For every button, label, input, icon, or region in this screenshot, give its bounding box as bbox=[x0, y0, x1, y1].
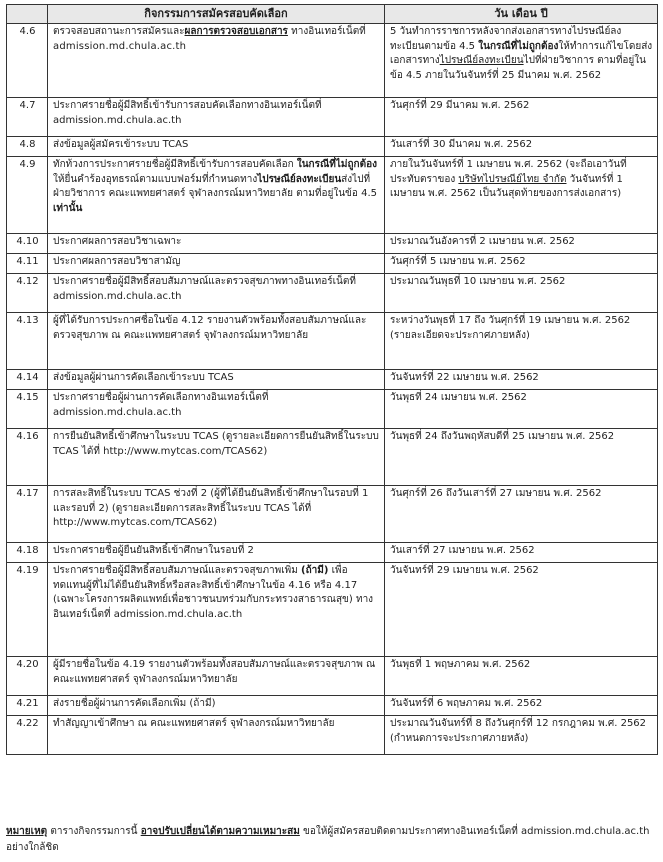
row-date: วันพุธที่ 24 เมษายน พ.ศ. 2562 bbox=[385, 390, 658, 429]
row-number: 4.16 bbox=[7, 429, 48, 486]
table-row bbox=[7, 313, 658, 370]
row-number: 4.22 bbox=[7, 716, 48, 755]
table-row bbox=[7, 98, 658, 137]
table-row bbox=[7, 234, 658, 254]
table-header-row bbox=[7, 5, 658, 24]
row-number: 4.7 bbox=[7, 98, 48, 137]
row-number: 4.20 bbox=[7, 657, 48, 696]
table-row bbox=[7, 274, 658, 313]
table-row bbox=[7, 254, 658, 274]
row-activity: ผู้มีรายชื่อในข้อ 4.19 รายงานตัวพร้อมทั้งสอบสัมภาษณ์และตรวจสุขภาพ ณ คณะแพทยศาสตร์ จุฬาลงกรณ์มหาวิทยาลัย bbox=[48, 657, 385, 696]
row-activity: ตรวจสอบสถานะการสมัครและผลการตรวจสอบเอกสาร ทางอินเทอร์เน็ตที่ admission.md.chula.ac.th bbox=[48, 24, 385, 98]
row-activity: ประกาศรายชื่อผู้ผ่านการคัดเลือกทางอินเทอร์เน็ตที่ admission.md.chula.ac.th bbox=[48, 390, 385, 429]
row-activity: ประกาศรายชื่อผู้มีสิทธิ์สอบสัมภาษณ์และตรวจสุขภาพเพิ่ม (ถ้ามี) เพื่อทดแทนผู้ที่ไม่ได้ยืนยันสิทธิ์หรือสละสิทธิ์เข้าศึกษาในข้อ 4.16 หรือ 4.17 (เฉพาะโครงการผลิตแพทย์เพื่อชาวชนบทร่วมกับกระทรวงสาธารณสุข) ทางอินเทอร์เน็ตที่ admission.md.chula.ac.th bbox=[48, 563, 385, 657]
row-date: วันจันทร์ที่ 6 พฤษภาคม พ.ศ. 2562 bbox=[385, 696, 658, 716]
row-date: ระหว่างวันพุธที่ 17 ถึง วันศุกร์ที่ 19 เมษายน พ.ศ. 2562 (รายละเอียดจะประกาศภายหลัง) bbox=[385, 313, 658, 370]
row-activity: ส่งรายชื่อผู้ผ่านการคัดเลือกเพิ่ม (ถ้ามี) bbox=[48, 696, 385, 716]
row-number: 4.8 bbox=[7, 137, 48, 157]
footnote-label: หมายเหตุ bbox=[6, 826, 48, 837]
row-number: 4.19 bbox=[7, 563, 48, 657]
table-row bbox=[7, 486, 658, 543]
row-date: 5 วันทำการราชการหลังจากส่งเอกสารทางไปรษณีย์ลงทะเบียนตามข้อ 4.5 ในกรณีที่ไม่ถูกต้องให้ทำการแก้ไขโดยส่งเอกสารทางไปรษณีย์ลงทะเบียนไปที่ฝ่ายวิชาการ ตามที่อยู่ในข้อ 4.5 ภายในวันจันทร์ที่ 25 มีนาคม พ.ศ. 2562 bbox=[385, 24, 658, 98]
row-date: ประมาณวันอังคารที่ 2 เมษายน พ.ศ. 2562 bbox=[385, 234, 658, 254]
header-no bbox=[7, 5, 48, 24]
row-activity: ประกาศผลการสอบวิชาเฉพาะ bbox=[48, 234, 385, 254]
row-number: 4.12 bbox=[7, 274, 48, 313]
row-activity: ประกาศรายชื่อผู้มีสิทธิ์เข้ารับการสอบคัดเลือกทางอินเทอร์เน็ตที่ admission.md.chula.ac.th bbox=[48, 98, 385, 137]
row-date: วันศุกร์ที่ 5 เมษายน พ.ศ. 2562 bbox=[385, 254, 658, 274]
table-row bbox=[7, 157, 658, 234]
table-row bbox=[7, 657, 658, 696]
row-date: ประมาณวันพุธที่ 10 เมษายน พ.ศ. 2562 bbox=[385, 274, 658, 313]
row-date: วันพุธที่ 24 ถึงวันพฤหัสบดีที่ 25 เมษายน พ.ศ. 2562 bbox=[385, 429, 658, 486]
table-row bbox=[7, 696, 658, 716]
row-activity: ประกาศรายชื่อผู้ยืนยันสิทธิ์เข้าศึกษาในรอบที่ 2 bbox=[48, 543, 385, 563]
row-date: วันจันทร์ที่ 29 เมษายน พ.ศ. 2562 bbox=[385, 563, 658, 657]
row-date: ประมาณวันจันทร์ที่ 8 ถึงวันศุกร์ที่ 12 กรกฎาคม พ.ศ. 2562 (กำหนดการจะประกาศภายหลัง) bbox=[385, 716, 658, 755]
header-date: วัน เดือน ปี bbox=[385, 5, 658, 24]
row-activity: ผู้ที่ได้รับการประกาศชื่อในข้อ 4.12 รายงานตัวพร้อมทั้งสอบสัมภาษณ์และตรวจสุขภาพ ณ คณะแพทยศาสตร์ จุฬาลงกรณ์มหาวิทยาลัย bbox=[48, 313, 385, 370]
row-number: 4.14 bbox=[7, 370, 48, 390]
table-row bbox=[7, 24, 658, 98]
row-activity: ประกาศผลการสอบวิชาสามัญ bbox=[48, 254, 385, 274]
row-number: 4.17 bbox=[7, 486, 48, 543]
row-number: 4.11 bbox=[7, 254, 48, 274]
row-date: วันจันทร์ที่ 22 เมษายน พ.ศ. 2562 bbox=[385, 370, 658, 390]
row-number: 4.6 bbox=[7, 24, 48, 98]
row-date: วันเสาร์ที่ 27 เมษายน พ.ศ. 2562 bbox=[385, 543, 658, 563]
table-row bbox=[7, 543, 658, 563]
footnote: หมายเหตุ ตารางกิจกรรมการนี้ อาจปรับเปลี่ยนได้ตามความเหมาะสม ขอให้ผู้สมัครสอบติดตามประกาศทางอินเทอร์เน็ตที่ admission.md.chula.ac.th อย่างใกล้ชิด bbox=[6, 826, 650, 853]
row-number: 4.18 bbox=[7, 543, 48, 563]
row-number: 4.13 bbox=[7, 313, 48, 370]
table-row bbox=[7, 390, 658, 429]
row-activity: ทำสัญญาเข้าศึกษา ณ คณะแพทยศาสตร์ จุฬาลงกรณ์มหาวิทยาลัย bbox=[48, 716, 385, 755]
table-row bbox=[7, 137, 658, 157]
row-activity: ประกาศรายชื่อผู้มีสิทธิ์สอบสัมภาษณ์และตรวจสุขภาพทางอินเทอร์เน็ตที่ admission.md.chula.ac.th bbox=[48, 274, 385, 313]
row-date: วันศุกร์ที่ 29 มีนาคม พ.ศ. 2562 bbox=[385, 98, 658, 137]
row-activity: ทักท้วงการประกาศรายชื่อผู้มีสิทธิ์เข้ารับการสอบคัดเลือก ในกรณีที่ไม่ถูกต้องให้ยื่นคำร้องอุทธรณ์ตามแบบฟอร์มที่กำหนดทางไปรษณีย์ลงทะเบียนส่งไปที่ฝ่ายวิชาการ คณะแพทยศาสตร์ จุฬาลงกรณ์มหาวิทยาลัย ตามที่อยู่ในข้อ 4.5 เท่านั้น bbox=[48, 157, 385, 234]
schedule-table bbox=[6, 4, 658, 755]
row-activity: ส่งข้อมูลผู้สมัครเข้าระบบ TCAS bbox=[48, 137, 385, 157]
table-row bbox=[7, 429, 658, 486]
header-activity: กิจกรรมการสมัครสอบคัดเลือก bbox=[48, 5, 385, 24]
row-number: 4.21 bbox=[7, 696, 48, 716]
row-date: วันเสาร์ที่ 30 มีนาคม พ.ศ. 2562 bbox=[385, 137, 658, 157]
row-number: 4.10 bbox=[7, 234, 48, 254]
row-activity: ส่งข้อมูลผู้ผ่านการคัดเลือกเข้าระบบ TCAS bbox=[48, 370, 385, 390]
table-row bbox=[7, 370, 658, 390]
row-date: วันศุกร์ที่ 26 ถึงวันเสาร์ที่ 27 เมษายน พ.ศ. 2562 bbox=[385, 486, 658, 543]
row-date: วันพุธที่ 1 พฤษภาคม พ.ศ. 2562 bbox=[385, 657, 658, 696]
row-number: 4.15 bbox=[7, 390, 48, 429]
row-activity: การสละสิทธิ์ในระบบ TCAS ช่วงที่ 2 (ผู้ที่ได้ยืนยันสิทธิ์เข้าศึกษาในรอบที่ 1 และรอบที่ 2) (ดูรายละเอียดการสละสิทธิ์ในระบบ TCAS ได้ที่ http://www.mytcas.com/TCAS62) bbox=[48, 486, 385, 543]
row-number: 4.9 bbox=[7, 157, 48, 234]
row-activity: การยืนยันสิทธิ์เข้าศึกษาในระบบ TCAS (ดูรายละเอียดการยืนยันสิทธิ์ในระบบ TCAS ได้ที่ http://www.mytcas.com/TCAS62) bbox=[48, 429, 385, 486]
table-row bbox=[7, 716, 658, 755]
row-date: ภายในวันจันทร์ที่ 1 เมษายน พ.ศ. 2562 (จะถือเอาวันที่ประทับตราของ บริษัทไปรษณีย์ไทย จำกัด วันจันทร์ที่ 1 เมษายน พ.ศ. 2562 เป็นวันสุดท้ายของการส่งเอกสาร) bbox=[385, 157, 658, 234]
table-row bbox=[7, 563, 658, 657]
footnote-emphasis: อาจปรับเปลี่ยนได้ตามความเหมาะสม bbox=[140, 826, 300, 837]
